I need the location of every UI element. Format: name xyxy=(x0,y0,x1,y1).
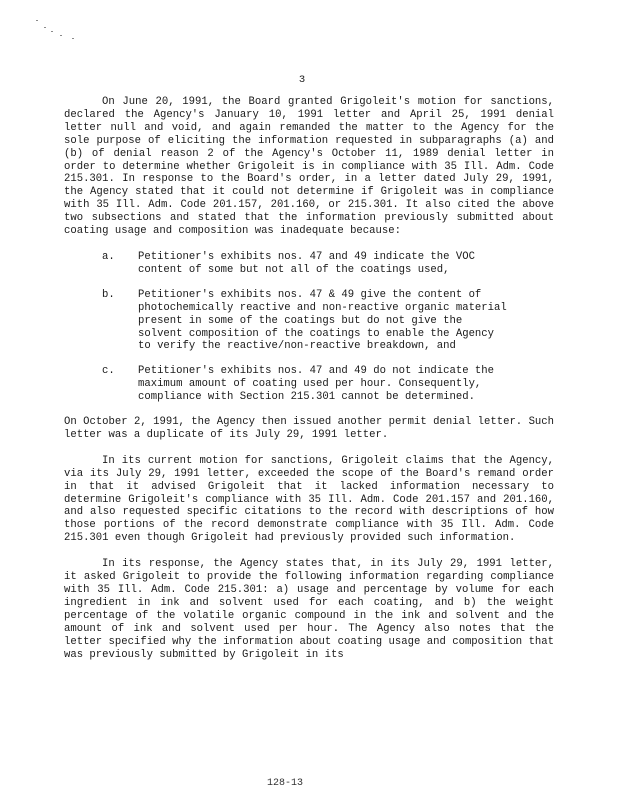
scan-speck xyxy=(36,20,38,21)
list-marker: b. xyxy=(102,288,115,301)
paragraph-october-denial: On October 2, 1991, the Agency then issued another permit denial letter. Such letter was a duplicate of its July 29, 1991 letter. xyxy=(64,416,554,441)
list-text: Petitioner's exhibits nos. 47 and 49 indicate the VOC content of some but not all of the coatings used, xyxy=(138,250,475,276)
list-text: Petitioner's exhibits nos. 47 and 49 do not indicate the maximum amount of coating used per hour. Consequently, compliance with Section 215.301 cannot be determined. xyxy=(138,365,495,404)
list-marker: c. xyxy=(102,365,115,378)
list-item xyxy=(64,365,554,404)
page-number: 3 xyxy=(298,74,306,86)
list-text: Petitioner's exhibits nos. 47 & 49 give the content of photochemically reactive and non-reactive organic material present in some of the coatings but do not give the solvent composition of the coatings to enable the Agency to verify the reactive/non-reactive breakdown, and xyxy=(138,288,507,353)
scan-speck xyxy=(44,27,46,28)
scan-speck xyxy=(60,35,62,36)
list-item xyxy=(64,289,554,354)
paragraph-motion-for-sanctions: In its current motion for sanctions, Grigoleit claims that the Agency, via its July 29, 1991 letter, exceeded the scope of the Board's remand order in that it advised Grigoleit that it lacked information necessary to determine Grigoleit's compliance with 35 Ill. Adm. Code 201.157 and 201.160, and also requested specific citations to the record with descriptions of how those portions of the record demonstrate compliance with 35 Ill. Adm. Code 215.301 even though Grigoleit had previously provided such information. xyxy=(64,454,554,545)
deficiency-list xyxy=(64,251,554,404)
scan-speck xyxy=(72,38,74,39)
scan-speck xyxy=(51,31,53,32)
document-body xyxy=(64,96,554,674)
paragraph-board-order: On June 20, 1991, the Board granted Grigoleit's motion for sanctions, declared the Agency's January 10, 1991 letter and April 25, 1991 denial letter null and void, and again remanded the matter to the Agency for the sole purpose of eliciting the information requested in subparagraphs (a) and (b) of denial reason 2 of the Agency's October 11, 1989 denial letter in order to determine whether Grigoleit is in compliance with 35 Ill. Adm. Code 215.301. In response to the Board's order, in a letter dated July 29, 1991, the Agency stated that it could not determine if Grigoleit was in compliance with 35 Ill. Adm. Code 201.157, 201.160, or 215.301. It also cited the above two subsections and stated that the information previously submitted about coating usage and composition was inadequate because: xyxy=(64,96,554,238)
paragraph-agency-response: In its response, the Agency states that, in its July 29, 1991 letter, it asked Grigoleit to provide the following information regarding compliance with 35 Ill. Adm. Code 215.301: a) usage and percentage by volume for each ingredient in ink and solvent used for each coating, and b) the weight percentage of the volatile organic compound in the ink and solvent and the amount of ink and solvent used per hour. The Agency also notes that the letter specified why the information about coating usage and composition that was previously submitted by Grigoleit in its xyxy=(64,558,554,661)
list-item xyxy=(64,251,554,277)
list-marker: a. xyxy=(102,250,115,263)
footer-page-code: 128-13 xyxy=(266,778,303,789)
